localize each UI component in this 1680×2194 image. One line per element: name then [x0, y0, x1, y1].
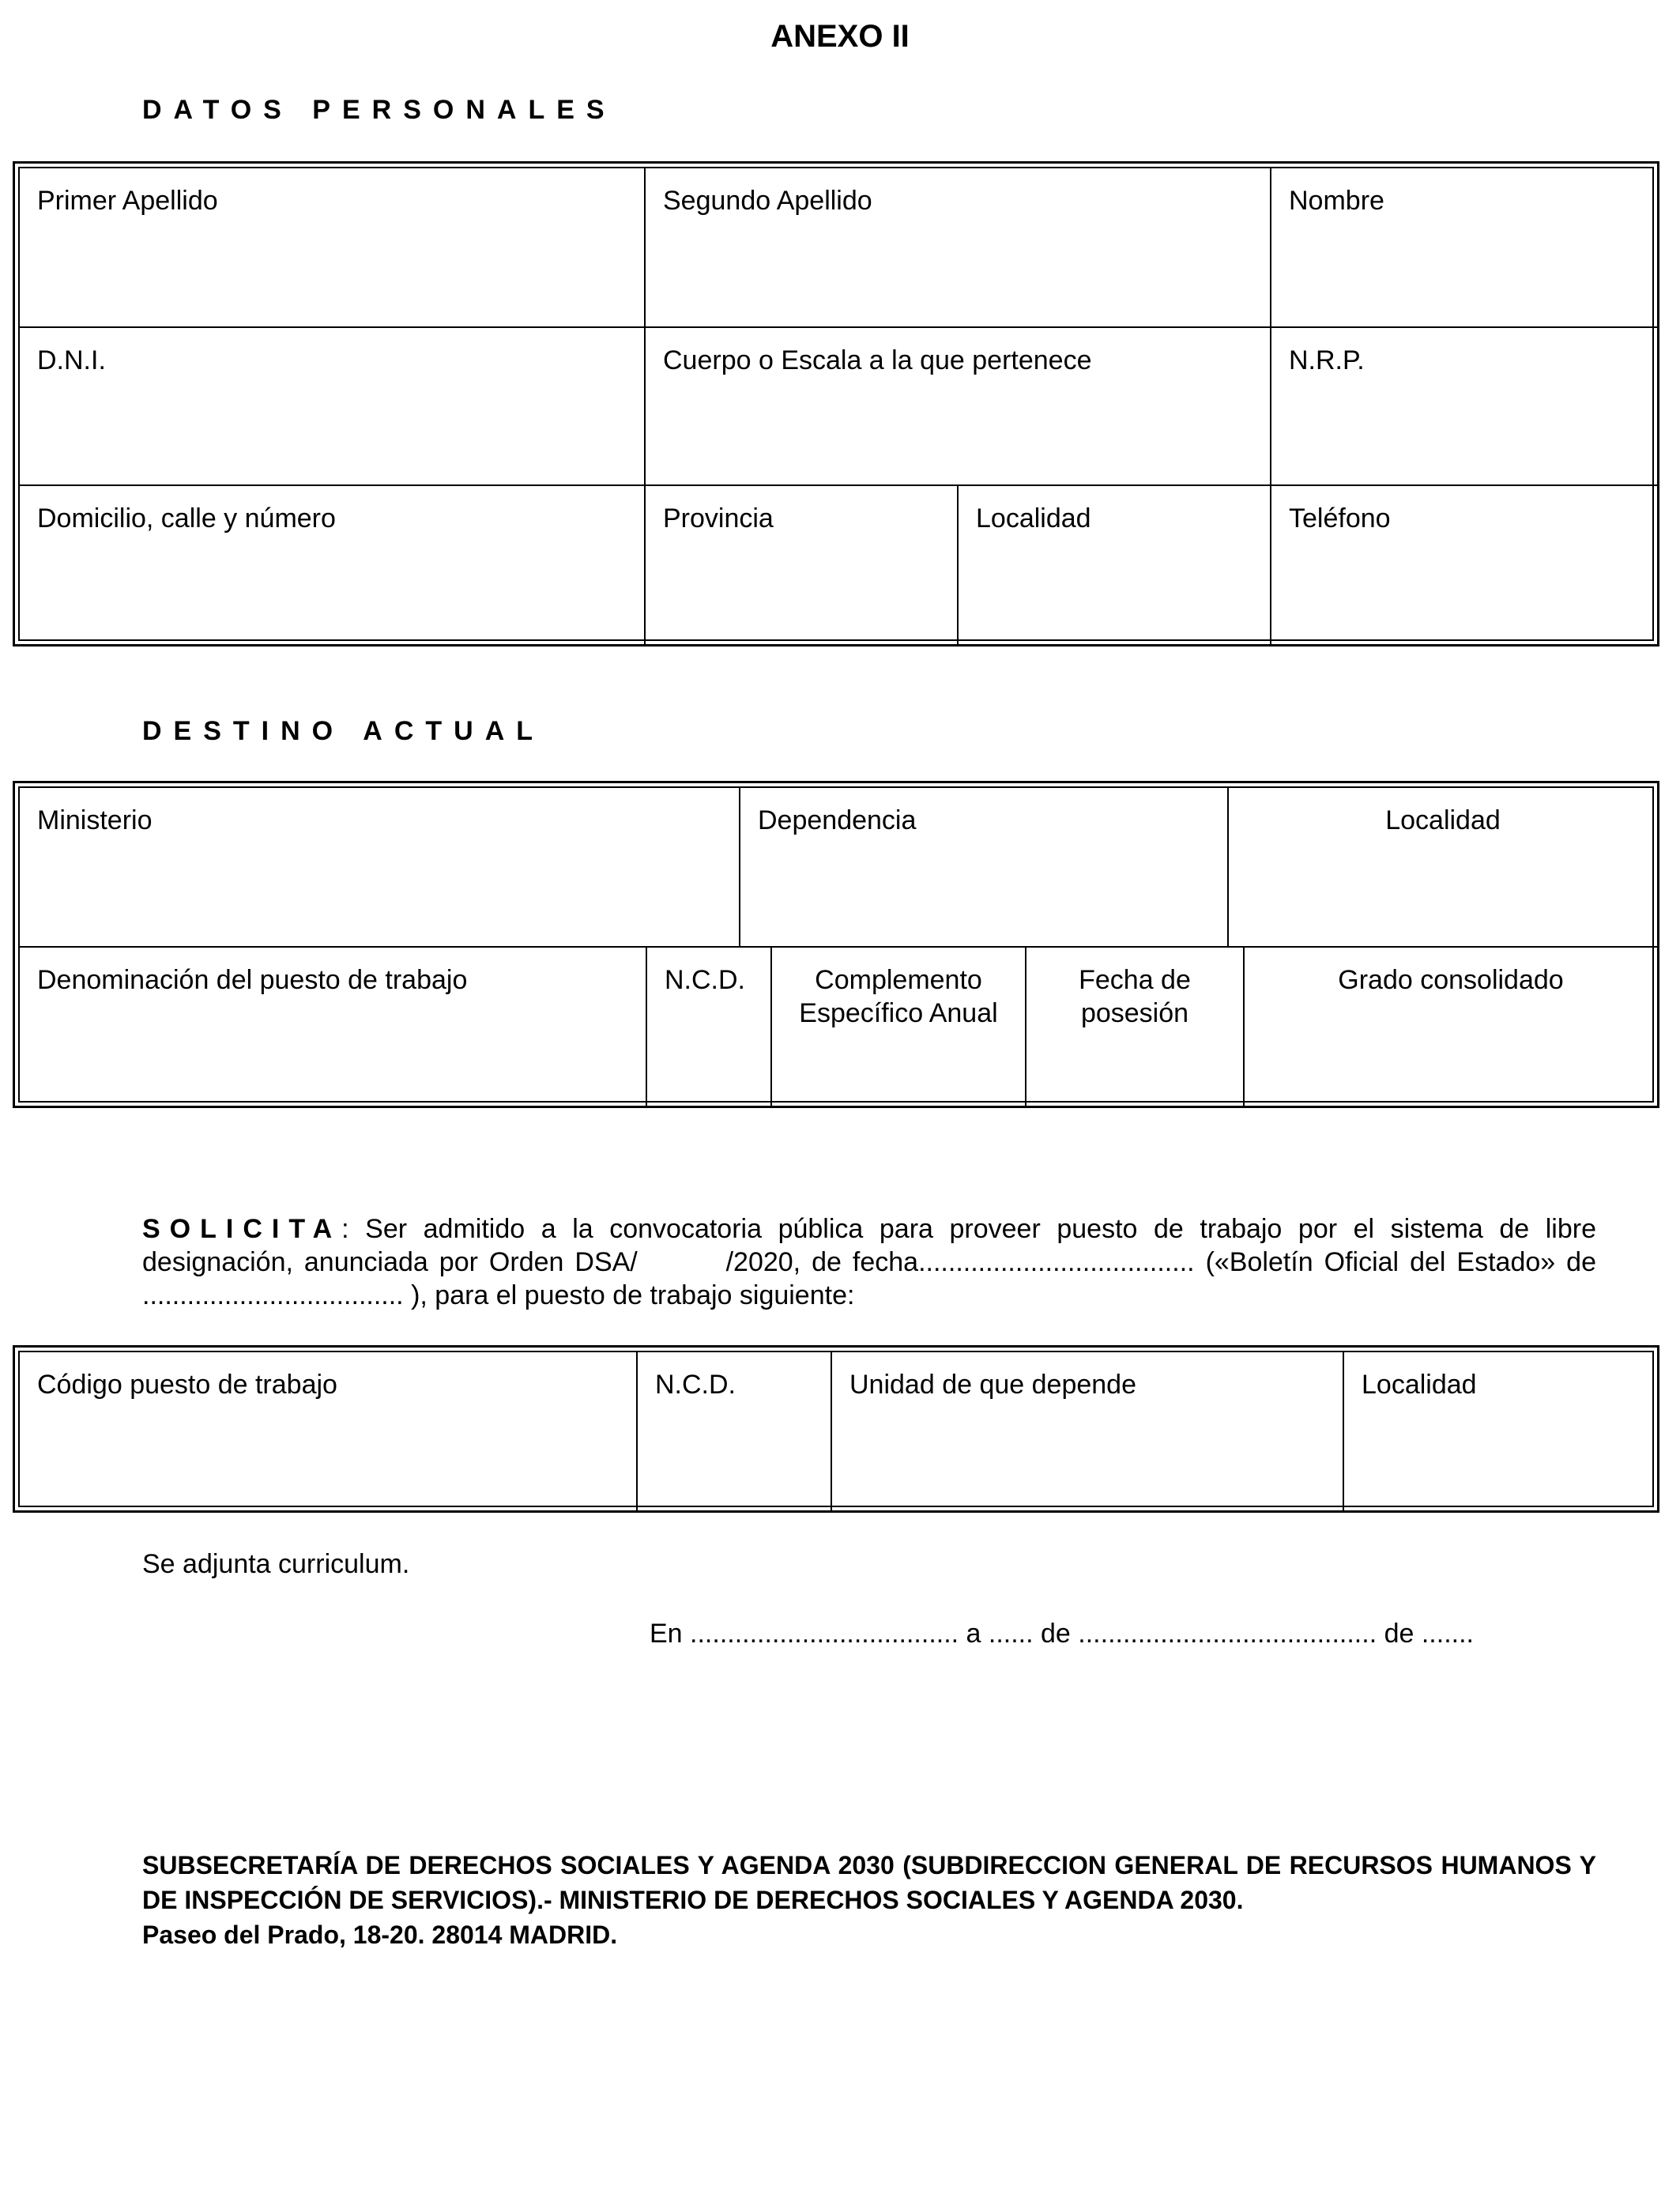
- field-dependencia[interactable]: [739, 788, 1227, 946]
- field-label: Teléfono: [1289, 503, 1391, 533]
- field-label: Denominación del puesto de trabajo: [37, 965, 468, 995]
- field-label: Ministerio: [37, 805, 153, 835]
- field-unidad-depende[interactable]: [831, 1352, 1343, 1510]
- field-provincia[interactable]: [644, 484, 957, 644]
- solicita-text: : Ser admitido a la convocatoria pública para proveer puesto de trabajo por el sistema de libre designación, anunciada por Orden DSA/ /2020, de fecha..................................... («Boletín Oficial del Estado» de ................................... ), para el puesto de trabajo siguiente:: [142, 1214, 1611, 1310]
- field-ncd-puesto[interactable]: [636, 1352, 831, 1510]
- field-domicilio[interactable]: [20, 484, 644, 644]
- datos-personales-table: [13, 161, 1659, 647]
- field-label: Grado consolidado: [1338, 965, 1564, 995]
- section-heading-datos-personales: DATOS PERSONALES: [142, 95, 616, 125]
- field-label: Domicilio, calle y número: [37, 503, 336, 533]
- field-label: N.C.D.: [655, 1370, 736, 1400]
- field-grado-consolidado[interactable]: [1243, 946, 1657, 1106]
- field-fecha-posesion[interactable]: [1025, 946, 1243, 1106]
- field-nrp[interactable]: [1270, 326, 1657, 484]
- field-primer-apellido[interactable]: [20, 168, 644, 326]
- field-codigo-puesto[interactable]: [20, 1352, 636, 1510]
- field-dni[interactable]: [20, 326, 644, 484]
- footer-organismo: SUBSECRETARÍA DE DERECHOS SOCIALES Y AGENDA 2030 (SUBDIRECCION GENERAL DE RECURSOS HUMANOS Y DE INSPECCIÓN DE SERVICIOS).- MINISTERIO DE DERECHOS SOCIALES Y AGENDA 2030.: [142, 1851, 1596, 1914]
- field-localidad-puesto[interactable]: [1343, 1352, 1657, 1510]
- field-label: Primer Apellido: [37, 186, 218, 216]
- field-ministerio[interactable]: [20, 788, 739, 946]
- footer-address: [142, 1848, 1596, 1952]
- field-segundo-apellido[interactable]: [644, 168, 1270, 326]
- section-heading-destino-actual: DESTINO ACTUAL: [142, 716, 545, 746]
- adjunta-curriculum: Se adjunta curriculum.: [142, 1549, 410, 1579]
- field-label: Fecha de posesión: [1079, 965, 1191, 1028]
- field-label: Segundo Apellido: [663, 186, 872, 216]
- field-label: N.R.P.: [1289, 345, 1365, 375]
- lugar-fecha-line[interactable]: En .................................... a ...... de ........................................ de .......: [650, 1619, 1474, 1649]
- puesto-solicitado-table: [13, 1345, 1659, 1513]
- solicita-label: SOLICITA: [142, 1214, 342, 1244]
- field-label: Dependencia: [758, 805, 917, 835]
- destino-actual-table: [13, 781, 1659, 1108]
- field-telefono[interactable]: [1270, 484, 1657, 644]
- field-label: Nombre: [1289, 186, 1384, 216]
- field-label: Localidad: [1385, 805, 1501, 835]
- field-label: Provincia: [663, 503, 774, 533]
- footer-direccion: Paseo del Prado, 18-20. 28014 MADRID.: [142, 1921, 618, 1949]
- field-label: Código puesto de trabajo: [37, 1370, 337, 1400]
- field-label: D.N.I.: [37, 345, 106, 375]
- field-label: Localidad: [1362, 1370, 1477, 1400]
- field-label: N.C.D.: [665, 965, 745, 995]
- field-ncd-destino[interactable]: [646, 946, 770, 1106]
- field-label: Localidad: [976, 503, 1091, 533]
- field-cuerpo-escala[interactable]: [644, 326, 1270, 484]
- solicita-paragraph: [142, 1212, 1611, 1312]
- field-nombre[interactable]: [1270, 168, 1657, 326]
- field-label: Unidad de que depende: [849, 1370, 1136, 1400]
- field-label: Complemento Específico Anual: [799, 965, 998, 1028]
- field-complemento-especifico[interactable]: [770, 946, 1025, 1106]
- field-denominacion-puesto[interactable]: [20, 946, 646, 1106]
- field-label: Cuerpo o Escala a la que pertenece: [663, 345, 1092, 375]
- page-title: ANEXO II: [770, 19, 910, 54]
- field-localidad[interactable]: [957, 484, 1270, 644]
- field-localidad-destino[interactable]: [1227, 788, 1657, 946]
